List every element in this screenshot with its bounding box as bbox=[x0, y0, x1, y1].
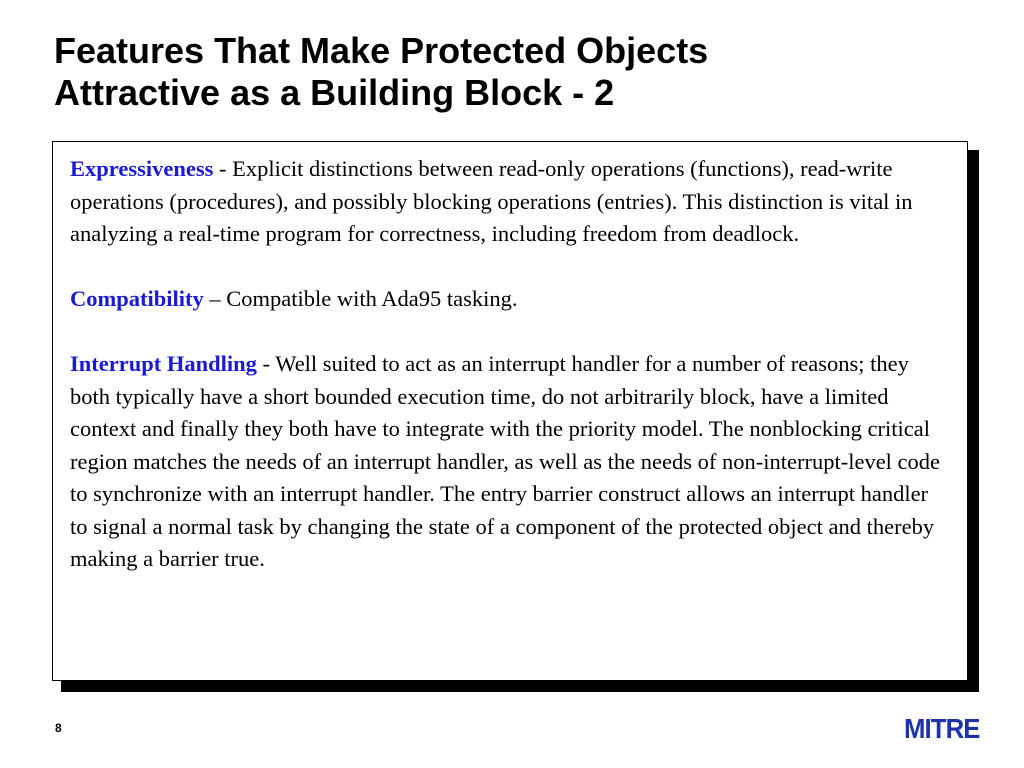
item-term: Compatibility bbox=[70, 286, 204, 311]
item-term: Expressiveness bbox=[70, 156, 214, 181]
slide-title bbox=[54, 30, 994, 114]
page-number: 8 bbox=[55, 721, 62, 735]
slide-title-line-1: Features That Make Protected Objects bbox=[54, 30, 709, 71]
item-expressiveness bbox=[70, 153, 950, 251]
item-term: Interrupt Handling bbox=[70, 351, 257, 376]
mitre-logo: MITRE bbox=[904, 713, 980, 744]
slide-title-line-2: Attractive as a Building Block - 2 bbox=[54, 72, 615, 113]
content-text bbox=[70, 153, 950, 608]
item-compatibility bbox=[70, 283, 950, 316]
item-description: – Compatible with Ada95 tasking. bbox=[203, 286, 518, 311]
item-description: - Well suited to act as an interrupt handler for a number of reasons; they both typically have a short bounded execution time, do not arbitrarily block, have a limited context and finally they both have to integrate with the priority model. The nonblocking critical region matches the needs of an interrupt handler, as well as the needs of non-interrupt-level code to synchronize with an interrupt handler. The entry barrier construct allows an interrupt handler to signal a normal task by changing the state of a component of the protected object and thereby making a barrier true. bbox=[70, 351, 941, 571]
item-interrupt-handling bbox=[70, 348, 950, 576]
content-box bbox=[52, 141, 968, 681]
item-description: - Explicit distinctions between read-only operations (functions), read-write operations (procedures), and possibly blocking operations (entries). This distinction is vital in analyzing a real-time program for correctness, including freedom from deadlock. bbox=[70, 156, 913, 246]
